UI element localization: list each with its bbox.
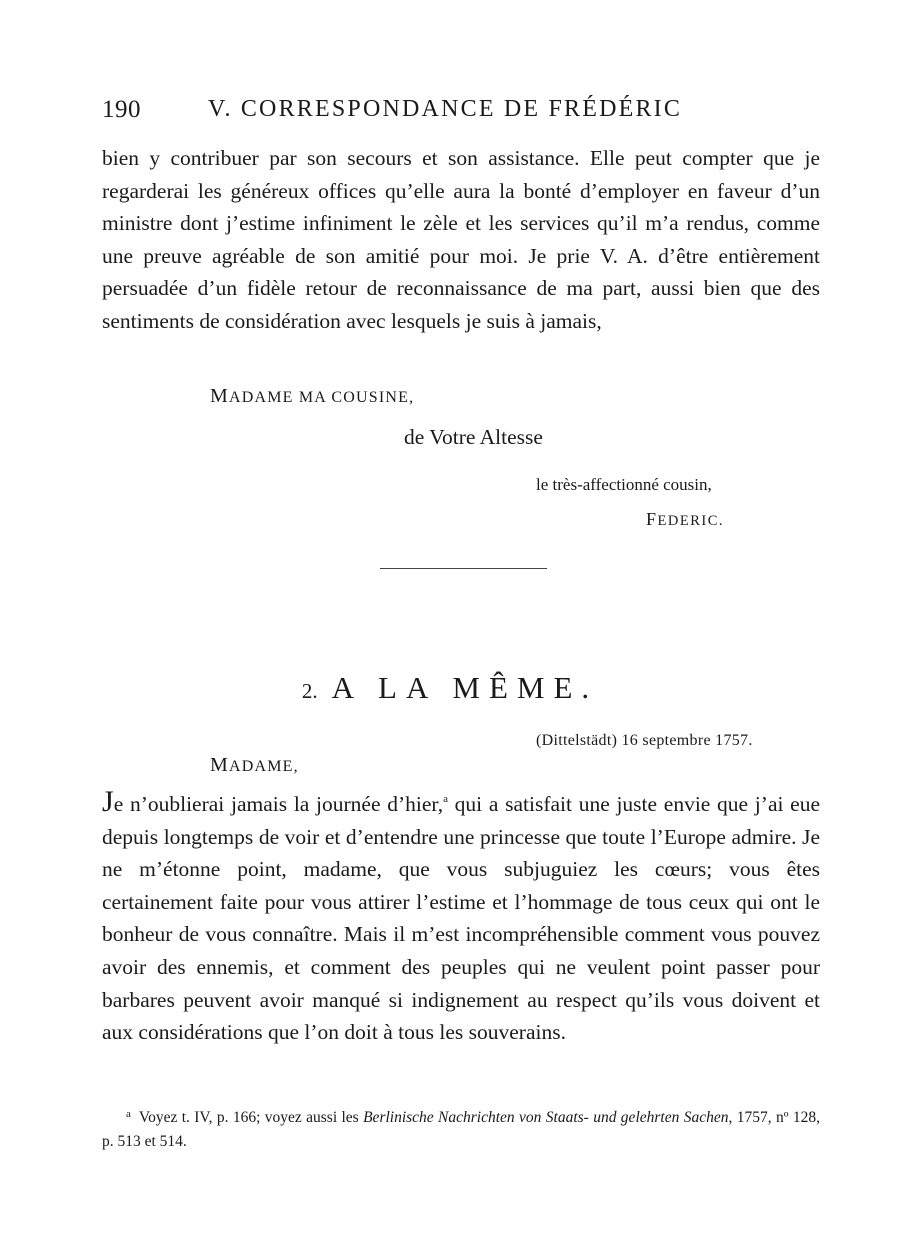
salutation-initial: M [210, 754, 229, 776]
drop-cap: J [102, 785, 114, 818]
page-header [102, 96, 822, 132]
footnote-title: Berlinische Nachrichten von Staats- und gelehrten Sachen [363, 1109, 729, 1126]
salutation-rest: ADAME MA COUSINE, [228, 389, 415, 406]
salutation-rest: ADAME, [228, 758, 299, 775]
signature-rest: EDERIC. [657, 513, 724, 529]
letter2-body-part1: e n’oublierai jamais la journée d’hier, [113, 792, 444, 816]
letter1-body: bien y contribuer par son secours et son assistance. Elle peut compter que je regarderai les généreux offices qu’elle aura la bonté d’employer en faveur d’un ministre dont j’estime infiniment le zèle et les services qu’il m’a rendus, comme une preuve agréable de son amitié pour moi. Je prie V. A. d’être entièrement persuadée d’un fidèle retour de reconnaissance de ma part, aussi bien que des sentiments de considération avec lesquels je suis à jamais, [102, 146, 820, 333]
letter1-closing-line2: le très-affectionné cousin, [536, 475, 712, 494]
footnote-mark: a [126, 1108, 131, 1120]
footnote-text1: Voyez t. IV, p. 166; voyez aussi les [138, 1109, 364, 1126]
section-divider [380, 568, 547, 569]
footnote-text2: , 1757, nº 128, p. 513 et 514. [102, 1109, 820, 1150]
letter2-salutation [210, 754, 299, 777]
page-number: 190 [102, 96, 141, 123]
letter2-number: 2. [301, 679, 318, 703]
letter2-heading [0, 670, 900, 706]
letter1-closing-line1: de Votre Altesse [404, 425, 543, 449]
letter2-dateline: (Dittelstädt) 16 septembre 1757. [536, 732, 753, 749]
footnote-reference[interactable]: a [443, 793, 448, 805]
letter2-title: A LA MÊME. [331, 670, 599, 705]
letter2-body [102, 786, 820, 1049]
letter2-body-part2: qui a satisfait une juste envie que j’ai eue depuis longtemps de voir et d’entendre une princesse que toute l’Europe admire. Je ne m’étonne point, madame, que vous subjuguiez les cœurs; vous êtes certainement faite pour vous attirer l’estime et l’hommage de tous ceux qui ont le bonheur de vous connaître. Mais il m’est incompréhensible comment vous pouvez avoir des ennemis, et comment des peuples qui ne veulent point passer pour barbares peuvent avoir manqué si indignement au respect qu’ils vous doivent et aux considérations que l’on doit à tous les souverains. [102, 792, 821, 1045]
running-head: V. CORRESPONDANCE DE FRÉDÉRIC [208, 96, 683, 122]
letter1-salutation [210, 385, 414, 408]
salutation-initial: M [210, 385, 229, 407]
footnote [102, 1102, 820, 1154]
signature-initial: F [646, 509, 658, 529]
letter1-signature [646, 509, 724, 530]
